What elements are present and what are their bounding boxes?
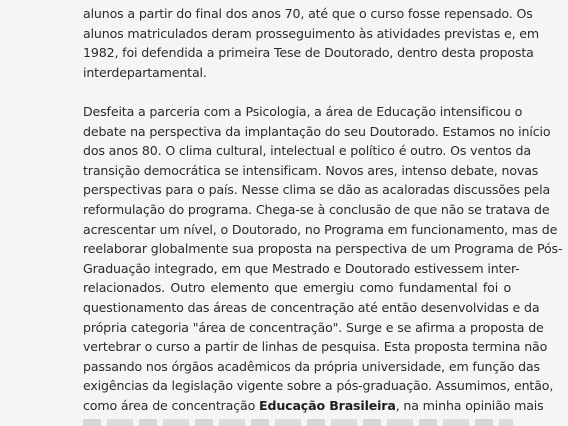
text-line: passando nos órgãos acadêmicos da própria universidade, em função das xyxy=(83,358,540,374)
text-line: vertebrar o curso a partir de linhas de pesquisa. Esta proposta termina não xyxy=(83,339,548,355)
body-text xyxy=(83,4,563,415)
text-fragment: , na minha opinião mais xyxy=(395,397,544,413)
text-line: reformulação do programa. Chega-se à conclusão de que não se tratava de xyxy=(83,201,550,217)
partial-text-strip xyxy=(83,419,513,426)
text-line: relacionados. Outro elemento que emergiu como fundamental foi o xyxy=(83,280,511,296)
text-line: transição democrática se intensificam. Novos ares, intenso debate, novas xyxy=(83,162,539,178)
text-line: reelaborar globalmente sua proposta na perspectiva de um Programa de Pós- xyxy=(83,241,563,257)
paragraph-gap xyxy=(83,82,511,102)
text-line: alunos a partir do final dos anos 70, até que o curso fosse repensado. Os xyxy=(83,6,533,21)
text-line: alunos matriculados deram prosseguimento às atividades previstas e, em xyxy=(83,25,539,41)
text-line: exigências da legislação vigente sobre a pós-graduação. Assumimos, então, xyxy=(83,378,554,394)
cut-off-line xyxy=(83,413,513,426)
bold-term: Educação Brasileira xyxy=(259,397,396,413)
text-line: 1982, foi defendida a primeira Tese de Doutorado, dentro desta proposta xyxy=(83,45,534,61)
text-line: questionamento das áreas de concentração até então desenvolvidas e da xyxy=(83,299,540,315)
text-line: própria categoria "área de concentração". Surge e se afirma a proposta de xyxy=(83,319,544,335)
text-line: perspectivas para o país. Nesse clima se dão as acaloradas discussões pela xyxy=(83,182,551,198)
text-line: Desfeita a parceria com a Psicologia, a área de Educação intensificou o xyxy=(83,103,523,119)
text-line: interdepartamental. xyxy=(83,64,207,80)
text-line: Graduação integrado, em que Mestrado e Doutorado estivessem inter- xyxy=(83,260,520,276)
text-line: acrescentar um nível, o Doutorado, no Programa em funcionamento, mas de xyxy=(83,221,558,237)
text-line: dos anos 80. O clima cultural, intelectual e político é outro. Os ventos da xyxy=(83,143,531,159)
text-fragment: como área de concentração xyxy=(83,397,259,413)
text-line: debate na perspectiva da implantação do seu Doutorado. Estamos no início xyxy=(83,123,551,139)
